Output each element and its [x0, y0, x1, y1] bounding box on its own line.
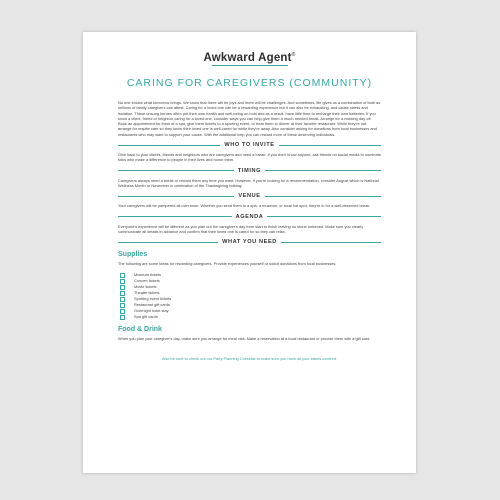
- section-rule-right: [265, 196, 381, 197]
- checklist-item-label: Museum tickets: [134, 272, 162, 278]
- section-heading: TIMING: [237, 167, 262, 174]
- agenda-text: Everyone's experience will be different as you plan out the caregiver's day from start to finish leaving no stone unturned. Make sure you clearly communicate all details in advance and confirm that their loved one is cared for so they can relax.: [118, 223, 364, 234]
- checklist-item-label: Restaurant gift cards: [134, 302, 170, 308]
- section-venue: [118, 193, 381, 199]
- section-rule-left: [118, 170, 234, 171]
- checklist-item-label: Overnight hotel stay: [134, 308, 169, 314]
- checkbox[interactable]: [120, 291, 125, 296]
- brand-name: Awkward Agent: [203, 51, 292, 64]
- checklist-item-label: Movie tickets: [134, 284, 157, 290]
- section-agenda: [118, 214, 381, 220]
- section-who-to-invite: [118, 142, 381, 148]
- checkbox[interactable]: [120, 279, 125, 284]
- checklist-item-label: Sporting event tickets: [134, 296, 172, 302]
- brand-trademark: ®: [291, 52, 296, 58]
- checklist-item-label: Theater tickets: [134, 290, 160, 296]
- section-what-you-need: [118, 239, 381, 245]
- checklist-item: [120, 314, 381, 320]
- footer-note[interactable]: Also be sure to check out our Party Planning Checklist to make sure you have all your bases covered.: [161, 355, 338, 361]
- timing-text: Caregivers always need a break or reward them any time you want. However, if you're looking for a recommendation, consider August which is National Wellness Month or November in celebration of the Thanksgiving holiday.: [118, 177, 379, 188]
- checkbox[interactable]: [120, 315, 125, 320]
- checklist-item-label: Spa gift cards: [134, 314, 158, 320]
- checkbox[interactable]: [120, 285, 125, 290]
- checkbox[interactable]: [120, 303, 125, 308]
- page-title: CARING FOR CAREGIVERS (COMMUNITY): [126, 77, 373, 89]
- section-rule-right: [265, 170, 381, 171]
- checkbox[interactable]: [120, 297, 125, 302]
- food-drink-heading: Food & Drink: [118, 326, 162, 334]
- section-timing: [118, 168, 381, 174]
- supplies-checklist: [120, 272, 381, 320]
- section-rule-right: [267, 216, 381, 217]
- supplies-heading: Supplies: [118, 251, 148, 259]
- checklist-item-label: Concert tickets: [134, 278, 160, 284]
- brand-logo: [118, 48, 381, 63]
- section-heading: VENUE: [238, 193, 261, 200]
- intro-paragraph: No one knows what tomorrow brings. We know that there will be joys and there will be challenges. And sometimes, life gives us a combination of both as millions of family caregivers can attest. Caring for a loved one can be a rewarding experience but it can also be exhausting, and cause stress and isolation. These unsung heroes often put their own health and well-being on hold and as a result, have little time to recharge their own batteries. If you know a client, friend or neighbor caring for a loved one, consider ways you can help give them a much-needed break. Arrange for a relaxing day off. Book an appointment for them at a spa, give them tickets to a sporting event, or treat them to dinner at their favorite restaurant. While they're out, arrange for respite care so they know their loved one is well-cared for while they're away. Also consider asking for donations from local businesses and restaurants who may want to support your cause. With the additional help you can reward more of these deserving individuals.: [118, 100, 381, 137]
- who-to-invite-text: Give back to your clients, friends and neighbors who are caregivers and need a break. If you don't know anyone, ask friends on social media to nominate folks who make a difference to people in their lives and honor them.: [118, 152, 381, 163]
- section-rule-left: [118, 196, 234, 197]
- section-rule-left: [118, 242, 218, 243]
- checkbox[interactable]: [120, 273, 125, 278]
- section-rule-right: [281, 242, 381, 243]
- venue-text: Your caregivers will be pampered all over town. Whether you send them to a spa, a museum, or local hot spot, they're in for a well-deserved break.: [118, 203, 371, 209]
- logo-underline: [212, 65, 288, 66]
- checkbox[interactable]: [120, 309, 125, 314]
- section-rule-left: [118, 216, 232, 217]
- section-heading: AGENDA: [235, 213, 264, 220]
- food-drink-text: When you plan your caregiver's day, make sure you arrange for meal visit. Make a reservation at a local restaurant or provide them with a gift card.: [118, 336, 371, 342]
- section-rule-left: [118, 145, 220, 146]
- section-heading: WHO TO INVITE: [224, 142, 275, 149]
- supplies-text: The following are some ideas for rewarding caregivers. Provide experiences yourself or solicit donations from local businesses.: [118, 261, 337, 267]
- section-heading: WHAT YOU NEED: [222, 239, 277, 246]
- document-page: [83, 32, 416, 473]
- section-rule-right: [279, 145, 381, 146]
